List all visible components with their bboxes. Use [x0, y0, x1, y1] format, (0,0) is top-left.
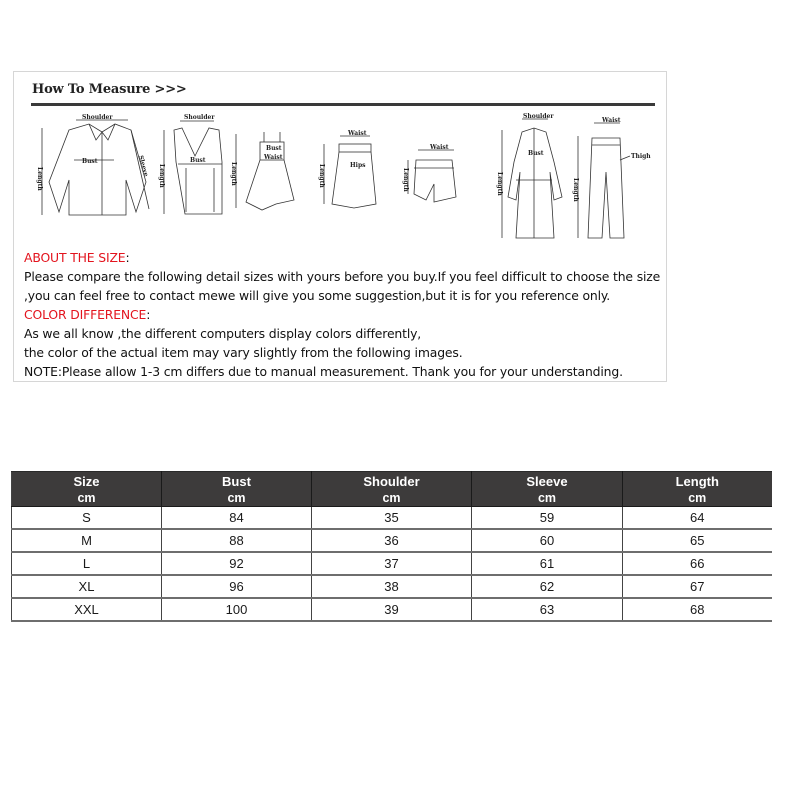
header-size: Size cm [12, 472, 162, 507]
how-to-measure-title: How To Measure >>> [32, 82, 187, 97]
about-size-heading: ABOUT THE SIZE [24, 250, 126, 265]
about-size-heading-line: ABOUT THE SIZE: [24, 250, 130, 265]
cell-size: XXL [12, 598, 162, 621]
label-length: Length [496, 172, 503, 196]
skirt-diagram [318, 130, 376, 208]
label-length: Length [318, 164, 325, 188]
cell-bust: 88 [162, 529, 312, 552]
color-difference-heading: COLOR DIFFERENCE [24, 307, 147, 322]
table-row [12, 552, 772, 575]
table-row [12, 598, 772, 621]
table-row [12, 507, 772, 530]
label-shoulder: Shoulder [523, 113, 554, 120]
label-waist: Waist [264, 154, 283, 161]
cell-bust: 84 [162, 507, 312, 530]
label-waist: Waist [348, 130, 367, 137]
color-difference-line-1: As we all know ,the different computers display colors differently, [24, 326, 422, 341]
header-shoulder: Shoulder cm [312, 472, 472, 507]
note-line: NOTE:Please allow 1-3 cm differs due to manual measurement. Thank you for your understanding. [24, 364, 623, 379]
cell-size: XL [12, 575, 162, 598]
blouse-diagram [36, 114, 149, 215]
label-length: Length [572, 178, 579, 202]
cell-shoulder: 35 [312, 507, 472, 530]
cell-length: 64 [623, 507, 772, 530]
label-waist: Waist [602, 117, 621, 124]
table-row [12, 529, 772, 552]
size-chart-table [11, 471, 772, 622]
shorts-diagram [402, 144, 456, 202]
cell-sleeve: 60 [472, 529, 623, 552]
header-bust: Bust cm [162, 472, 312, 507]
cell-bust: 92 [162, 552, 312, 575]
color-difference-heading-line: COLOR DIFFERENCE: [24, 307, 151, 322]
label-length: Length [402, 168, 409, 192]
cell-shoulder: 37 [312, 552, 472, 575]
cell-sleeve: 59 [472, 507, 623, 530]
cell-shoulder: 39 [312, 598, 472, 621]
header-sleeve: Sleeve cm [472, 472, 623, 507]
how-to-measure-panel [13, 71, 667, 382]
cell-length: 68 [623, 598, 772, 621]
cell-size: L [12, 552, 162, 575]
cell-shoulder: 38 [312, 575, 472, 598]
label-hips: Hips [350, 162, 366, 169]
about-size-line-1: Please compare the following detail sizes with yours before you buy.If you feel difficult to choose the size [24, 269, 661, 284]
label-waist: Waist [430, 144, 449, 151]
color-difference-line-2: the color of the actual item may vary slightly from the following images. [24, 345, 463, 360]
label-length: Length [158, 164, 165, 188]
cell-bust: 96 [162, 575, 312, 598]
label-bust: Bust [82, 158, 98, 165]
tank-top-diagram [158, 114, 222, 214]
cell-length: 67 [623, 575, 772, 598]
label-length: Length [230, 162, 237, 186]
label-bust: Bust [190, 157, 206, 164]
coat-diagram [496, 113, 562, 238]
table-row [12, 575, 772, 598]
size-info-text [24, 248, 664, 381]
cell-sleeve: 62 [472, 575, 623, 598]
cell-size: S [12, 507, 162, 530]
label-thigh: Thigh [631, 153, 651, 160]
label-shoulder: Shoulder [184, 114, 215, 121]
dress-diagram [230, 132, 294, 210]
label-length: Length [36, 167, 43, 191]
cell-sleeve: 63 [472, 598, 623, 621]
label-bust: Bust [266, 145, 282, 152]
cell-shoulder: 36 [312, 529, 472, 552]
table-header-row [12, 472, 772, 507]
label-bust: Bust [528, 150, 544, 157]
label-sleeve: Sleeve [137, 154, 150, 178]
pants-diagram [572, 117, 651, 238]
measurement-illustrations [14, 72, 668, 252]
cell-sleeve: 61 [472, 552, 623, 575]
cell-bust: 100 [162, 598, 312, 621]
cell-size: M [12, 529, 162, 552]
cell-length: 66 [623, 552, 772, 575]
header-length: Length cm [623, 472, 772, 507]
cell-length: 65 [623, 529, 772, 552]
label-shoulder: Shoulder [82, 114, 113, 121]
about-size-line-2: ,you can feel free to contact mewe will give you some suggestion,but it is for you reference only. [24, 288, 611, 303]
